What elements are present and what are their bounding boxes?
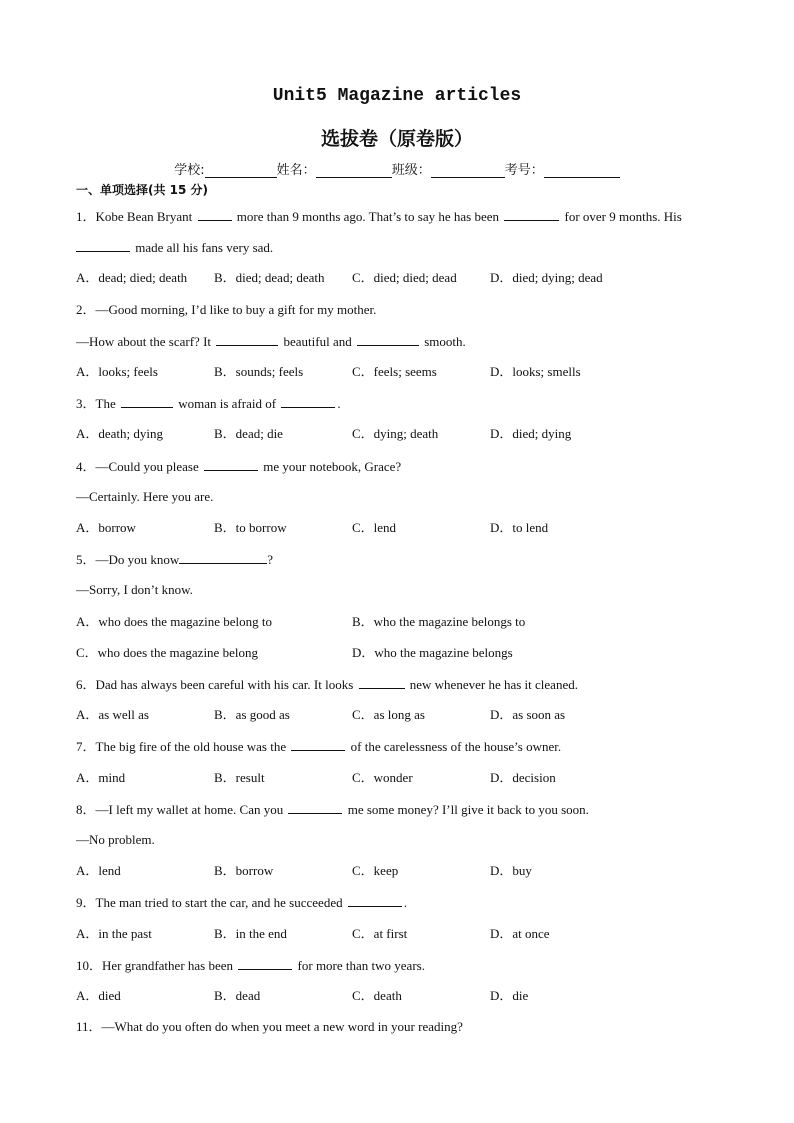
option-d: D．looks; smells	[490, 364, 581, 379]
question-1-stem: 1．Kobe Bean Bryant more than 9 months ago. That’s to say he has been for over 9 months. His	[76, 209, 682, 224]
option-c: C．lend	[352, 520, 397, 535]
name-blank[interactable]	[316, 163, 392, 178]
answer-blank	[179, 550, 267, 564]
option-b: B．died; dead; death	[214, 270, 325, 285]
option-b: B．dead	[214, 988, 261, 1003]
student-info-line	[0, 159, 794, 178]
option-a: A．in the past	[76, 926, 152, 941]
option-d: D．as soon as	[490, 707, 566, 722]
class-blank[interactable]	[431, 163, 505, 178]
option-c: C．at first	[352, 926, 408, 941]
option-b: B．to borrow	[214, 520, 287, 535]
answer-blank	[291, 737, 345, 751]
option-c: C．died; died; dead	[352, 270, 457, 285]
question-8-reply: —No problem.	[76, 832, 155, 847]
school-label: 学校:	[174, 163, 205, 178]
answer-blank	[204, 457, 258, 471]
page-subtitle: 选拔卷（原卷版）	[320, 128, 473, 150]
option-b: B．borrow	[214, 863, 274, 878]
option-d: D．die	[490, 988, 529, 1003]
question-3-stem: 3．The woman is afraid of .	[76, 396, 341, 411]
option-c: C．wonder	[352, 770, 413, 785]
option-d: D．to lend	[490, 520, 549, 535]
name-label: 姓名：	[276, 163, 316, 178]
number-label: 考号：	[504, 163, 544, 178]
option-a: A．as well as	[76, 707, 149, 722]
answer-blank	[288, 800, 342, 814]
section-heading: 一、单项选择(共 15 分)	[76, 183, 209, 197]
option-b: B．sounds; feels	[214, 364, 304, 379]
answer-blank	[357, 332, 419, 346]
answer-blank	[348, 893, 402, 907]
option-b: B．who the magazine belongs to	[352, 614, 526, 629]
option-c: C．keep	[352, 863, 399, 878]
option-c: C．dying; death	[352, 426, 439, 441]
option-d: D．decision	[490, 770, 556, 785]
answer-blank	[281, 394, 335, 408]
question-7-stem: 7．The big fire of the old house was the of the carelessness of the house’s owner.	[76, 739, 562, 754]
question-4-reply: —Certainly. Here you are.	[76, 489, 214, 504]
option-c: C．as long as	[352, 707, 425, 722]
question-10-stem: 10．Her grandfather has been for more than two years.	[76, 958, 425, 973]
question-1-stem-cont: made all his fans very sad.	[76, 238, 273, 257]
answer-blank	[76, 238, 130, 252]
answer-blank	[504, 207, 559, 221]
option-d: D．who the magazine belongs	[352, 645, 513, 660]
option-a: A．died	[76, 988, 121, 1003]
answer-blank	[359, 675, 405, 689]
option-b: B．result	[214, 770, 265, 785]
question-2-stem-cont: —How about the scarf? It beautiful and smooth.	[76, 334, 466, 349]
question-5-stem: 5．—Do you know ?	[76, 552, 274, 567]
answer-blank	[198, 207, 232, 221]
option-a: A．death; dying	[76, 426, 164, 441]
option-d: D．buy	[490, 863, 532, 878]
option-a: A．looks; feels	[76, 364, 158, 379]
option-c: C．death	[352, 988, 402, 1003]
option-a: A．lend	[76, 863, 121, 878]
question-8-stem: 8．—I left my wallet at home. Can you me some money? I’ll give it back to you soon.	[76, 802, 589, 817]
option-c: C．feels; seems	[352, 364, 437, 379]
option-d: D．died; dying	[490, 426, 572, 441]
school-blank[interactable]	[205, 163, 277, 178]
option-b: B．in the end	[214, 926, 287, 941]
answer-blank	[121, 394, 173, 408]
question-5-reply: —Sorry, I don’t know.	[76, 582, 193, 597]
page-title: Unit5 Magazine articles	[272, 86, 522, 106]
question-2-stem: 2．—Good morning, I’d like to buy a gift for my mother.	[76, 302, 377, 317]
question-11-stem: 11．—What do you often do when you meet a new word in your reading?	[76, 1019, 463, 1034]
class-label: 班级：	[391, 163, 431, 178]
option-a: A．dead; died; death	[76, 270, 188, 285]
answer-blank	[216, 332, 278, 346]
question-4-stem: 4．—Could you please me your notebook, Grace?	[76, 459, 402, 474]
number-blank[interactable]	[544, 163, 620, 178]
option-b: B．as good as	[214, 707, 290, 722]
option-a: A．borrow	[76, 520, 136, 535]
option-d: D．died; dying; dead	[490, 270, 603, 285]
question-9-stem: 9．The man tried to start the car, and he succeeded .	[76, 895, 408, 910]
option-a: A．who does the magazine belong to	[76, 614, 273, 629]
option-c: C．who does the magazine belong	[76, 645, 258, 660]
option-a: A．mind	[76, 770, 126, 785]
option-d: D．at once	[490, 926, 550, 941]
answer-blank	[238, 956, 292, 970]
question-6-stem: 6．Dad has always been careful with his car. It looks new whenever he has it cleaned.	[76, 677, 578, 692]
option-b: B．dead; die	[214, 426, 283, 441]
